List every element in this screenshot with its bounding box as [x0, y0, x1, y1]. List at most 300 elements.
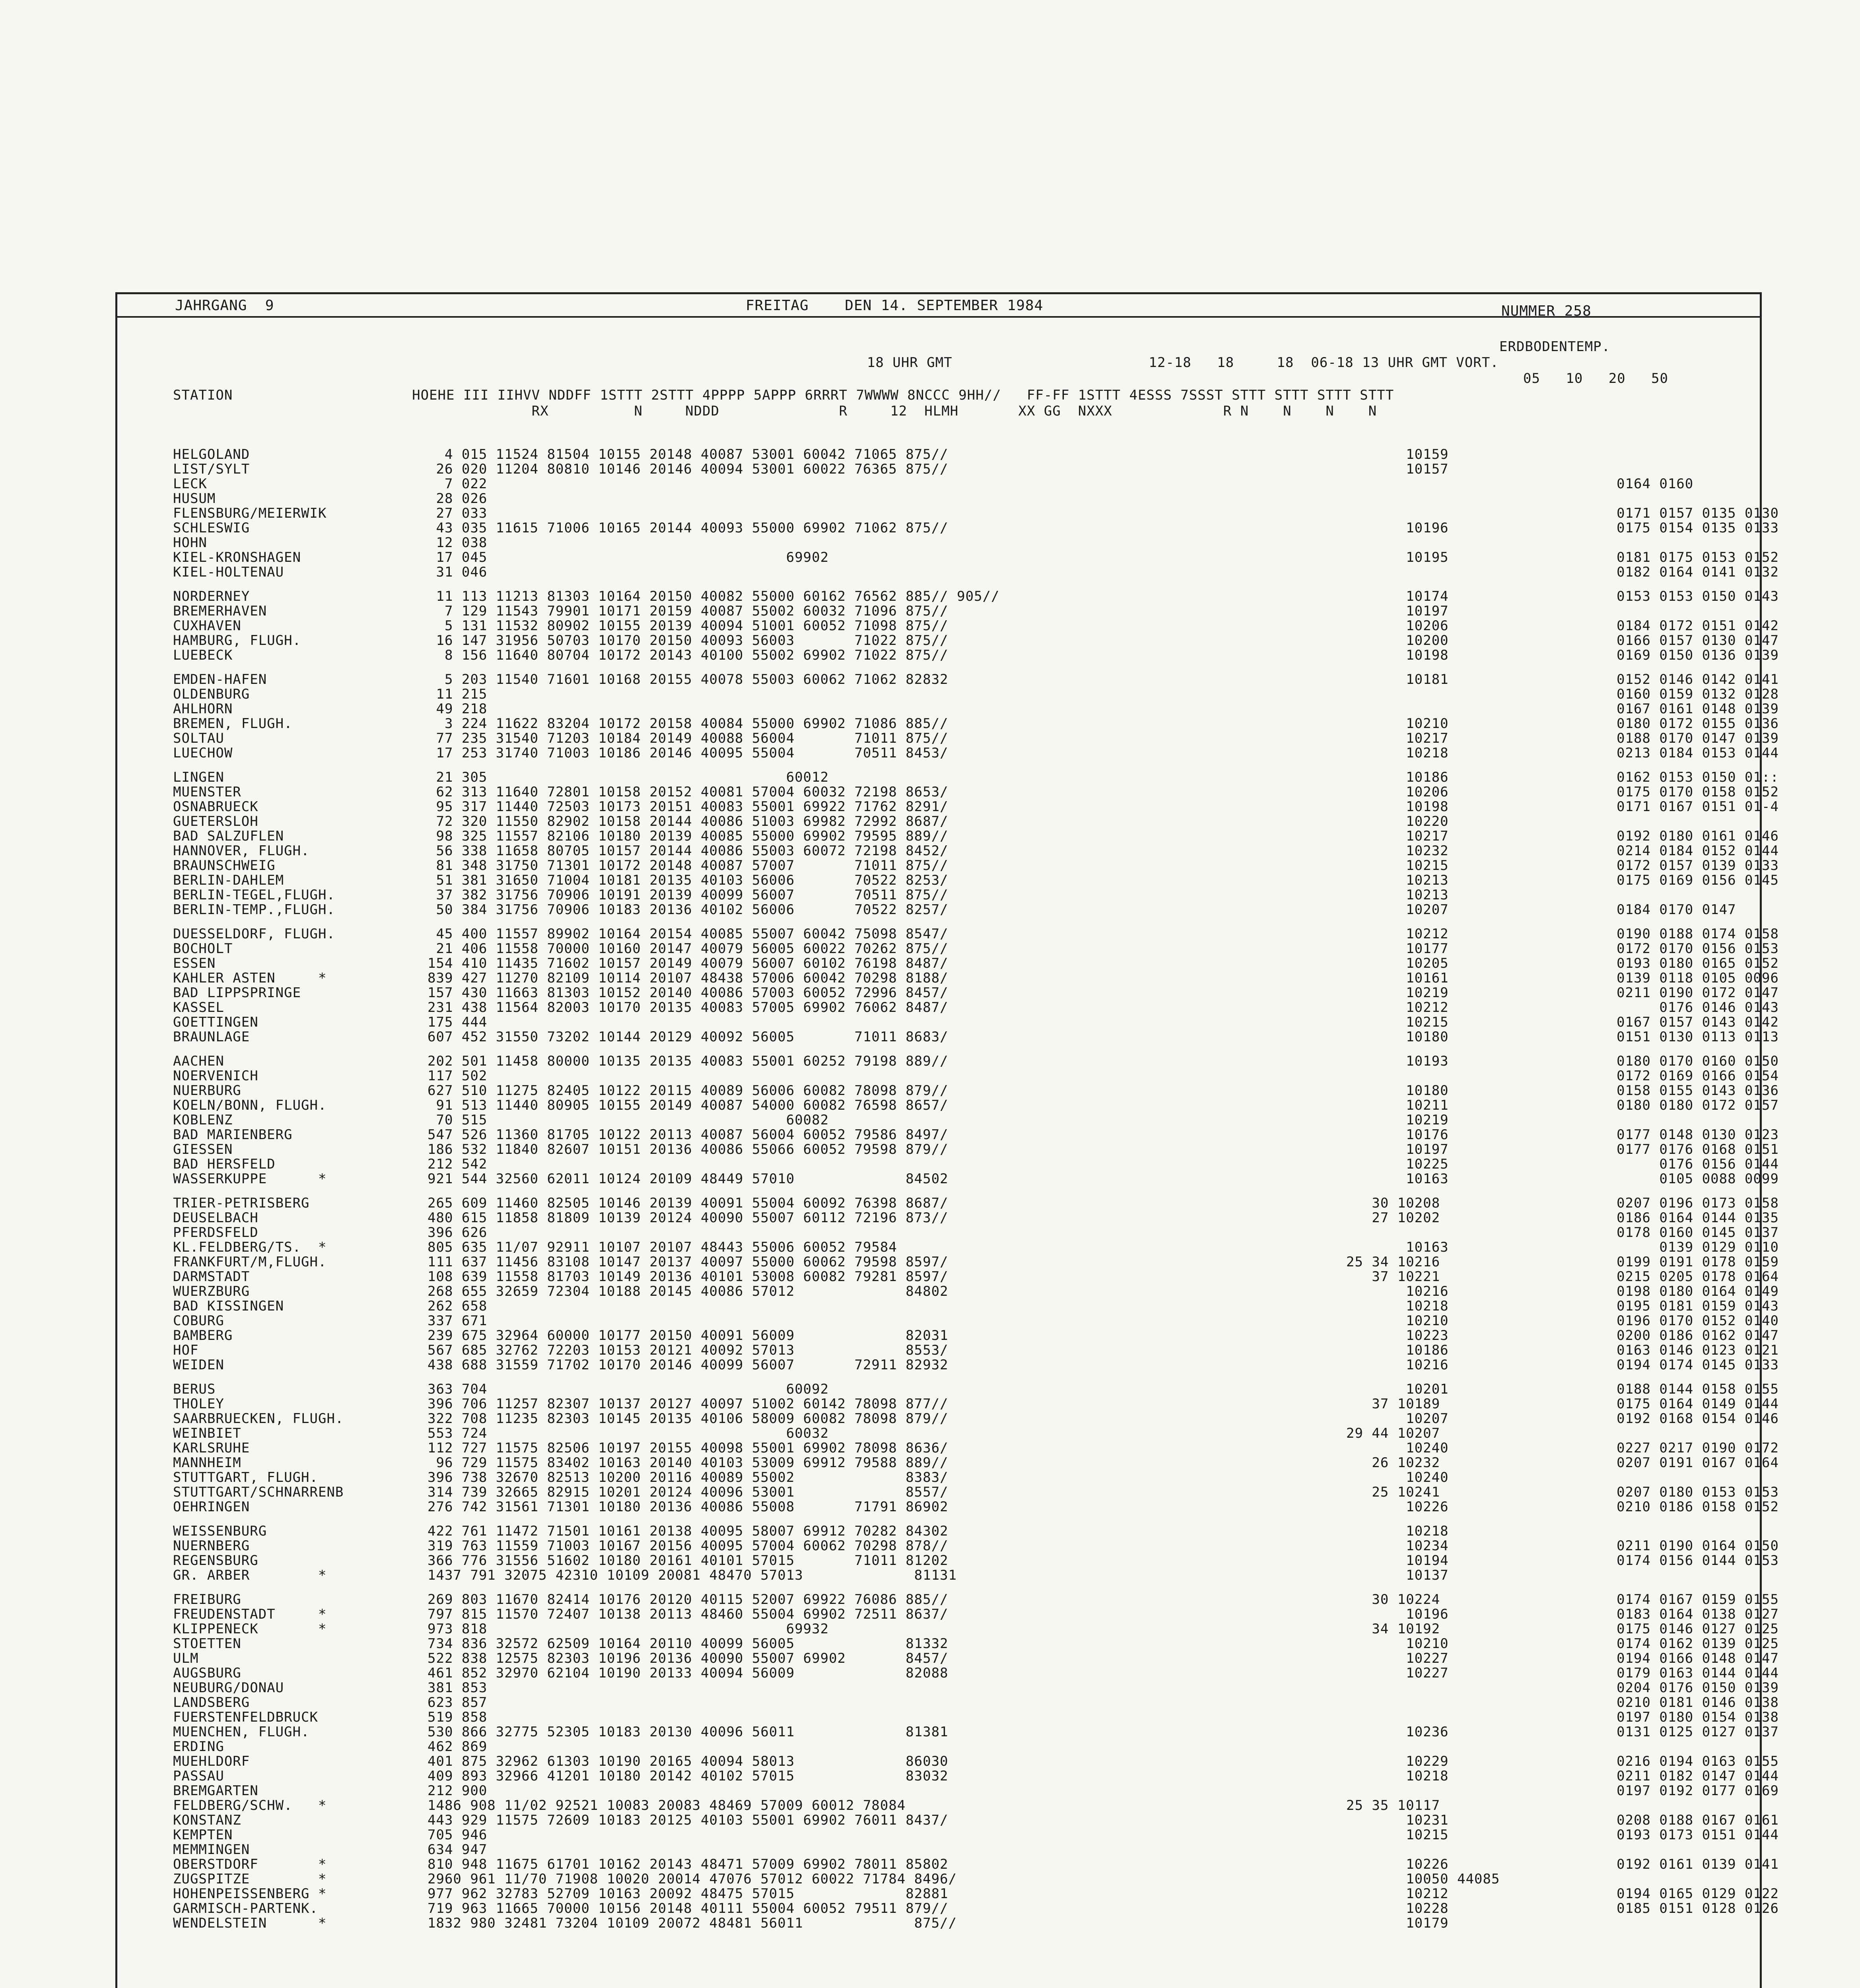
synop-values: 96 729 11575 83402 10163 20140 40103 53009 69912 79588 889// — [428, 1455, 948, 1471]
period-values: 10206 — [1346, 784, 1449, 800]
station-name: KARLSRUHE — [173, 1440, 250, 1456]
station-name: ZUGSPITZE * — [173, 1871, 327, 1887]
soil-temperatures: 0151 0130 0113 0113 — [1617, 1029, 1779, 1045]
soil-temperatures: 0185 0151 0128 0126 — [1617, 1901, 1779, 1916]
period-values: 10206 — [1346, 618, 1449, 634]
station-row — [173, 1695, 1779, 1710]
station-row — [173, 1014, 1779, 1030]
soil-temperatures: 0227 0217 0190 0172 — [1617, 1440, 1779, 1456]
synop-values: 973 818 69932 — [428, 1621, 829, 1637]
station-row — [173, 1709, 1779, 1725]
station-name: HAMBURG, FLUGH. — [173, 633, 301, 648]
period-values: 10207 — [1346, 902, 1449, 918]
station-name: KLIPPENECK * — [173, 1621, 327, 1637]
period-values: 10176 — [1346, 1127, 1449, 1143]
soil-temperatures: 0196 0170 0152 0140 — [1617, 1313, 1779, 1329]
soil-temperatures: 0139 0118 0105 0096 — [1617, 970, 1779, 986]
station-row — [173, 1029, 1779, 1045]
period-values: 10177 — [1346, 941, 1449, 957]
period-values: 10205 — [1346, 955, 1449, 971]
station-name: BREMGARTEN — [173, 1783, 258, 1799]
soil-temperatures: 0178 0160 0145 0137 — [1617, 1225, 1779, 1241]
synop-values: 480 615 11858 81809 10139 20124 40090 55007 60112 72196 873// — [428, 1210, 948, 1226]
period-values: 10186 — [1346, 1342, 1449, 1358]
station-name: LANDSBERG — [173, 1695, 250, 1710]
synop-values: 443 929 11575 72609 10183 20125 40103 55001 69902 76011 8437/ — [428, 1812, 948, 1828]
station-name: TRIER-PETRISBERG — [173, 1195, 310, 1211]
period-values: 10212 — [1346, 926, 1449, 942]
station-row — [173, 1665, 1779, 1681]
synop-values: 3 224 11622 83204 10172 20158 40084 55000 69902 71086 885// — [428, 716, 948, 732]
synop-values: 27 033 — [428, 505, 488, 521]
station-name: KOELN/BONN, FLUGH. — [173, 1097, 327, 1113]
soil-temperatures: 0167 0157 0143 0142 — [1617, 1014, 1779, 1030]
station-group — [173, 769, 1779, 918]
period-values: 10218 — [1346, 1523, 1449, 1539]
synop-values: 314 739 32665 82915 10201 20124 40096 53001 8557/ — [428, 1484, 948, 1500]
station-name: LUECHOW — [173, 745, 233, 761]
synop-values: 921 544 32560 62011 10124 20109 48449 57010 84502 — [428, 1171, 948, 1187]
synop-values: 276 742 31561 71301 10180 20136 40086 55008 71791 86902 — [428, 1499, 948, 1515]
soil-temperatures: 0152 0146 0142 0141 — [1617, 672, 1779, 687]
synop-values: 634 947 — [428, 1842, 488, 1858]
soil-temperatures: 0171 0167 0151 01-4 — [1617, 799, 1779, 815]
station-name: LECK — [173, 476, 207, 492]
station-name: COBURG — [173, 1313, 224, 1329]
synop-values: 17 253 31740 71003 10186 20146 40095 55004 70511 8453/ — [428, 745, 948, 761]
synop-values: 438 688 31559 71702 10170 20146 40099 56007 72911 82932 — [428, 1357, 948, 1373]
station-row — [173, 1680, 1779, 1696]
period-values: 10193 — [1346, 1053, 1449, 1069]
period-values: 10194 — [1346, 1553, 1449, 1569]
synop-values: 239 675 32964 60000 10177 20150 40091 56009 82031 — [428, 1328, 948, 1343]
station-name: BRAUNLAGE — [173, 1029, 250, 1045]
station-name: OSNABRUECK — [173, 799, 258, 815]
soil-temperatures: 0179 0163 0144 0144 — [1617, 1665, 1779, 1681]
station-name: LIST/SYLT — [173, 461, 250, 477]
period-values: 10216 — [1346, 1283, 1449, 1299]
soil-temperatures: 0139 0129 0110 — [1617, 1239, 1779, 1255]
period-values: 10218 — [1346, 745, 1449, 761]
synop-values: 268 655 32659 72304 10188 20145 40086 57012 84802 — [428, 1283, 948, 1299]
soil-temperatures: 0210 0181 0146 0138 — [1617, 1695, 1779, 1710]
synop-values: 98 325 11557 82106 10180 20139 40085 55000 69902 79595 889// — [428, 828, 948, 844]
synop-values: 117 502 — [428, 1068, 488, 1084]
period-values: 10201 — [1346, 1381, 1449, 1397]
soil-temperatures: 0180 0172 0155 0136 — [1617, 716, 1779, 732]
period-values: 10210 — [1346, 1313, 1449, 1329]
soil-temperatures: 0184 0170 0147 — [1617, 902, 1736, 918]
station-row — [173, 1381, 1779, 1397]
soil-temperatures: 0158 0155 0143 0136 — [1617, 1083, 1779, 1099]
station-row — [173, 672, 1779, 687]
station-row — [173, 1724, 1779, 1740]
station-row — [173, 716, 1779, 732]
station-row — [173, 1636, 1779, 1652]
station-name: AHLHORN — [173, 701, 233, 717]
station-name: BAMBERG — [173, 1328, 233, 1343]
soil-temperatures: 0195 0181 0159 0143 — [1617, 1298, 1779, 1314]
station-row — [173, 1592, 1779, 1607]
period-values: 10231 — [1346, 1812, 1449, 1828]
soil-temperatures: 0177 0176 0168 0151 — [1617, 1142, 1779, 1157]
period-values: 10228 — [1346, 1901, 1449, 1916]
soil-temperatures: 0183 0164 0138 0127 — [1617, 1606, 1779, 1622]
station-row — [173, 701, 1779, 717]
header-rule — [117, 316, 1760, 318]
synop-values: 212 542 — [428, 1156, 488, 1172]
station-row — [173, 633, 1779, 648]
station-row — [173, 828, 1779, 844]
synop-values: 212 900 — [428, 1783, 488, 1799]
station-name: FUERSTENFELDBRUCK — [173, 1709, 318, 1725]
synop-values: 396 738 32670 82513 10200 20116 40089 55002 8383/ — [428, 1470, 948, 1485]
synop-values: 1437 791 32075 42310 10109 20081 48470 57013 81131 — [428, 1567, 957, 1583]
station-name: STUTTGART/SCHNARRENB — [173, 1484, 344, 1500]
period-values: 10163 — [1346, 1239, 1449, 1255]
synop-values: 522 838 12575 82303 10196 20136 40090 55007 69902 8457/ — [428, 1650, 948, 1666]
station-name: NUERNBERG — [173, 1538, 250, 1554]
soil-temperatures: 0176 0156 0144 — [1617, 1156, 1779, 1172]
period-values: 10218 — [1346, 1768, 1449, 1784]
synop-values: 322 708 11235 82303 10145 20135 40106 58009 60082 78098 879// — [428, 1411, 948, 1427]
soil-temperatures: 0194 0165 0129 0122 — [1617, 1886, 1779, 1902]
station-row — [173, 1621, 1779, 1637]
station-row — [173, 1606, 1779, 1622]
synop-values: 530 866 32775 52305 10183 20130 40096 56011 81381 — [428, 1724, 948, 1740]
station-name: AUGSBURG — [173, 1665, 241, 1681]
synop-values: 1486 908 11/02 92521 10083 20083 48469 57009 60012 78084 — [428, 1798, 906, 1813]
synop-values: 28 026 — [428, 491, 488, 507]
station-row — [173, 1484, 1779, 1500]
station-row — [173, 1171, 1779, 1187]
station-name: BAD SALZUFLEN — [173, 828, 284, 844]
station-row — [173, 858, 1779, 874]
station-table — [173, 447, 1779, 1940]
station-row — [173, 1901, 1779, 1916]
synop-values: 381 853 — [428, 1680, 488, 1696]
station-row — [173, 462, 1748, 477]
station-row — [173, 903, 1748, 917]
synop-values: 805 635 11/07 92911 10107 20107 48443 55006 60052 79584 — [428, 1239, 897, 1255]
soil-temperatures: 0175 0170 0158 0152 — [1617, 784, 1779, 800]
synop-values: 43 035 11615 71006 10165 20144 40093 55000 69902 71062 875// — [428, 520, 948, 536]
station-name: KIEL-KRONSHAGEN — [173, 549, 301, 565]
soil-temperatures: 0172 0169 0166 0154 — [1617, 1068, 1779, 1084]
soil-temperatures: 0199 0191 0178 0159 — [1617, 1254, 1779, 1270]
synop-values: 72 320 11550 82902 10158 20144 40086 51003 69982 72992 8687/ — [428, 813, 948, 829]
station-name: ULM — [173, 1650, 199, 1666]
soil-temperatures: 0194 0174 0145 0133 — [1617, 1357, 1779, 1373]
synop-values: 396 626 — [428, 1225, 488, 1241]
station-name: OEHRINGEN — [173, 1499, 250, 1515]
soil-temperatures: 0215 0205 0178 0164 — [1617, 1269, 1779, 1285]
period-values: 10186 — [1346, 769, 1449, 785]
soil-temperatures: 0204 0176 0150 0139 — [1617, 1680, 1779, 1696]
station-name: LINGEN — [173, 769, 224, 785]
period-values: 34 10192 — [1346, 1621, 1440, 1637]
station-name: PFERDSFELD — [173, 1225, 258, 1241]
period-values: 10218 — [1346, 1298, 1449, 1314]
station-row — [173, 1455, 1779, 1471]
period-values: 10161 — [1346, 970, 1449, 986]
station-name: WEISSENBURG — [173, 1523, 267, 1539]
period-values: 27 10202 — [1346, 1210, 1440, 1226]
station-name: FREIBURG — [173, 1592, 241, 1607]
synop-values: 422 761 11472 71501 10161 20138 40095 58007 69912 70282 84302 — [428, 1523, 948, 1539]
station-row — [173, 872, 1779, 888]
period-values: 10215 — [1346, 1014, 1449, 1030]
synop-values: 154 410 11435 71602 10157 20149 40079 56007 60102 76198 8487/ — [428, 955, 948, 971]
period-values: 25 35 10117 — [1346, 1798, 1440, 1813]
synop-values: 319 763 11559 71003 10167 20156 40095 57004 60062 70298 878// — [428, 1538, 948, 1554]
station-name: KL.FELDBERG/TS. * — [173, 1239, 327, 1255]
soil-temp-heading: ERDBODENTEMP. — [1499, 339, 1611, 355]
station-row — [173, 1916, 1748, 1931]
soil-temperatures: 0192 0168 0154 0146 — [1617, 1411, 1779, 1427]
synop-values: 111 637 11456 83108 10147 20137 40097 55000 60062 79598 8597/ — [428, 1254, 948, 1270]
station-row — [173, 784, 1779, 800]
period-values: 10180 — [1346, 1083, 1449, 1099]
station-row — [173, 1342, 1779, 1358]
station-name: KONSTANZ — [173, 1812, 241, 1828]
station-name: WUERZBURG — [173, 1283, 250, 1299]
station-name: WASSERKUPPE * — [173, 1171, 327, 1187]
period-values: 10180 — [1346, 1029, 1449, 1045]
period-values: 10196 — [1346, 1606, 1449, 1622]
station-row — [173, 1127, 1779, 1143]
soil-temperatures: 0192 0180 0161 0146 — [1617, 828, 1779, 844]
station-row — [173, 1872, 1748, 1887]
synop-values: 977 962 32783 52709 10163 20092 48475 57015 82881 — [428, 1886, 948, 1902]
station-name: BRAUNSCHWEIG — [173, 858, 276, 874]
station-name: FELDBERG/SCHW. * — [173, 1798, 327, 1813]
soil-temperatures: 0153 0153 0150 0143 — [1617, 588, 1779, 604]
station-row — [173, 604, 1748, 619]
station-name: STOETTEN — [173, 1636, 241, 1652]
period-values: 10050 44085 — [1346, 1871, 1500, 1887]
soil-temperatures: 0188 0170 0147 0139 — [1617, 730, 1779, 746]
period-values: 10197 — [1346, 603, 1449, 619]
period-values: 30 10208 — [1346, 1195, 1440, 1211]
station-group — [173, 588, 1779, 663]
station-group — [173, 1592, 1779, 1931]
station-name: KEMPTEN — [173, 1827, 233, 1843]
station-name: PASSAU — [173, 1768, 224, 1784]
station-name: AACHEN — [173, 1053, 224, 1069]
station-name: HOF — [173, 1342, 199, 1358]
station-row — [173, 1156, 1779, 1172]
synop-values: 231 438 11564 82003 10170 20135 40083 57005 69902 76062 8487/ — [428, 1000, 948, 1015]
station-name: HELGOLAND — [173, 447, 250, 462]
synop-values: 7 022 — [428, 476, 488, 492]
station-name: WENDELSTEIN * — [173, 1915, 327, 1931]
station-row — [173, 1269, 1779, 1285]
station-row — [173, 477, 1748, 491]
column-group-heading: 18 UHR GMT 12-18 18 18 06-18 13 UHR GMT VORT. — [867, 355, 1499, 371]
period-values: 10226 — [1346, 1499, 1449, 1515]
station-name: GARMISCH-PARTENK. — [173, 1901, 318, 1916]
synop-values: 202 501 11458 80000 10135 20135 40083 55001 60252 79198 889// — [428, 1053, 948, 1069]
soil-temperatures: 0172 0157 0139 0133 — [1617, 858, 1779, 874]
station-group — [173, 1195, 1779, 1373]
synop-values: 5 131 11532 80902 10155 20139 40094 51001 60052 71098 875// — [428, 618, 948, 634]
synop-values: 705 946 — [428, 1827, 488, 1843]
station-row — [173, 1650, 1779, 1666]
station-name: KASSEL — [173, 1000, 224, 1015]
station-name: BERLIN-TEMP.,FLUGH. — [173, 902, 335, 918]
station-name: HOHN — [173, 535, 207, 551]
period-values: 10217 — [1346, 828, 1449, 844]
station-name: FREUDENSTADT * — [173, 1606, 327, 1622]
station-name: MEMMINGEN — [173, 1842, 250, 1858]
station-row — [173, 1524, 1748, 1539]
soil-temperatures: 0177 0148 0130 0123 — [1617, 1127, 1779, 1143]
soil-temperatures: 0188 0144 0158 0155 — [1617, 1381, 1779, 1397]
station-name: OLDENBURG — [173, 686, 250, 702]
synop-values: 462 869 — [428, 1739, 488, 1755]
station-row — [173, 520, 1779, 536]
soil-temperatures: 0167 0161 0148 0139 — [1617, 701, 1779, 717]
soil-temperatures: 0175 0164 0149 0144 — [1617, 1396, 1779, 1412]
station-row — [173, 1357, 1779, 1373]
station-row — [173, 1068, 1779, 1084]
period-values: 26 10232 — [1346, 1455, 1440, 1471]
period-values: 10137 — [1346, 1567, 1449, 1583]
station-row — [173, 1313, 1779, 1329]
synop-values: 607 452 31550 73202 10144 20129 40092 56005 71011 8683/ — [428, 1029, 948, 1045]
synop-values: 112 727 11575 82506 10197 20155 40098 55001 69902 78098 8636/ — [428, 1440, 948, 1456]
synop-values: 4 015 11524 81504 10155 20148 40087 53001 60042 71065 875// — [428, 447, 948, 462]
soil-temperatures: 0210 0186 0158 0152 — [1617, 1499, 1779, 1515]
station-name: STUTTGART, FLUGH. — [173, 1470, 318, 1485]
period-values: 10213 — [1346, 872, 1449, 888]
synop-values: 1832 980 32481 73204 10109 20072 48481 56011 875// — [428, 1915, 957, 1931]
period-values: 10226 — [1346, 1856, 1449, 1872]
period-values: 10157 — [1346, 461, 1449, 477]
station-row — [173, 799, 1779, 815]
station-name: KOBLENZ — [173, 1112, 233, 1128]
soil-temperatures: 0160 0159 0132 0128 — [1617, 686, 1779, 702]
station-name: BREMEN, FLUGH. — [173, 716, 293, 732]
synop-values: 70 515 60082 — [428, 1112, 829, 1128]
soil-temperatures: 0175 0154 0135 0133 — [1617, 520, 1779, 536]
station-name: MUEHLDORF — [173, 1753, 250, 1769]
soil-depth-heading: 05 10 20 50 — [1523, 371, 1668, 386]
synop-values: 31 046 — [428, 564, 488, 580]
soil-temperatures: 0211 0190 0172 0147 — [1617, 985, 1779, 1001]
station-row — [173, 843, 1779, 859]
synop-values: 50 384 31756 70906 10183 20136 40102 56006 70522 8257/ — [428, 902, 948, 918]
station-name: EMDEN-HAFEN — [173, 672, 267, 687]
station-row — [173, 1553, 1779, 1569]
soil-temperatures: 0182 0164 0141 0132 — [1617, 564, 1779, 580]
period-values: 30 10224 — [1346, 1592, 1440, 1607]
soil-temperatures: 0192 0161 0139 0141 — [1617, 1856, 1779, 1872]
soil-temperatures: 0193 0180 0165 0152 — [1617, 955, 1779, 971]
synop-values: 62 313 11640 72801 10158 20152 40081 57004 60032 72198 8653/ — [428, 784, 948, 800]
station-row — [173, 1568, 1748, 1583]
station-name: MUENCHEN, FLUGH. — [173, 1724, 310, 1740]
soil-temperatures: 0216 0194 0163 0155 — [1617, 1753, 1779, 1769]
station-row — [173, 1195, 1779, 1211]
station-name: BERLIN-TEGEL,FLUGH. — [173, 887, 335, 903]
jahrgang-label: JAHRGANG 9 — [175, 297, 274, 314]
soil-temperatures: 0175 0146 0127 0125 — [1617, 1621, 1779, 1637]
synop-values: 45 400 11557 89902 10164 20154 40085 55007 60042 75098 8547/ — [428, 926, 948, 942]
station-row — [173, 1470, 1748, 1485]
synop-values: 26 020 11204 80810 10146 20146 40094 53001 60022 76365 875// — [428, 461, 948, 477]
station-row — [173, 536, 1748, 550]
station-name: MUENSTER — [173, 784, 241, 800]
period-values: 10220 — [1346, 813, 1449, 829]
station-name: LUEBECK — [173, 647, 233, 663]
station-row — [173, 588, 1779, 604]
station-name: BAD MARIENBERG — [173, 1127, 293, 1143]
station-name: KAHLER ASTEN * — [173, 970, 327, 986]
synop-values: 553 724 60032 — [428, 1425, 829, 1441]
period-values: 10195 — [1346, 549, 1449, 565]
soil-temperatures: 0162 0153 0150 01:: — [1617, 769, 1779, 785]
station-row — [173, 1812, 1779, 1828]
station-name: GUETERSLOH — [173, 813, 258, 829]
station-row — [173, 1783, 1779, 1799]
soil-temperatures: 0174 0156 0144 0153 — [1617, 1553, 1779, 1569]
station-row — [173, 1097, 1779, 1113]
soil-temperatures: 0184 0172 0151 0142 — [1617, 618, 1779, 634]
synop-values: 8 156 11640 80704 10172 20143 40100 55002 69902 71022 875// — [428, 647, 948, 663]
station-name: BAD KISSINGEN — [173, 1298, 284, 1314]
soil-temperatures: 0131 0125 0127 0137 — [1617, 1724, 1779, 1740]
synop-values: 363 704 60092 — [428, 1381, 829, 1397]
station-row — [173, 1827, 1779, 1843]
period-values: 10210 — [1346, 716, 1449, 732]
station-name: BAD HERSFELD — [173, 1156, 276, 1172]
synop-values: 37 382 31756 70906 10191 20139 40099 56007 70511 875// — [428, 887, 948, 903]
station-row — [173, 1328, 1779, 1343]
synop-values: 2960 961 11/70 71908 10020 20014 47076 57012 60022 71784 8496/ — [428, 1871, 957, 1887]
synop-values: 12 038 — [428, 535, 488, 551]
soil-temperatures: 0208 0188 0167 0161 — [1617, 1812, 1779, 1828]
station-row — [173, 926, 1779, 942]
station-name: DUESSELDORF, FLUGH. — [173, 926, 335, 942]
station-row — [173, 1053, 1779, 1069]
station-row — [173, 1426, 1748, 1441]
period-values: 10200 — [1346, 633, 1449, 648]
period-values: 29 44 10207 — [1346, 1425, 1440, 1441]
station-row — [173, 564, 1779, 580]
soil-temperatures: 0211 0182 0147 0144 — [1617, 1768, 1779, 1784]
station-row — [173, 686, 1779, 702]
synop-values: 797 815 11570 72407 10138 20113 48460 55004 69902 72511 8637/ — [428, 1606, 948, 1622]
soil-temperatures: 0197 0180 0154 0138 — [1617, 1709, 1779, 1725]
station-row — [173, 985, 1779, 1001]
soil-temperatures: 0174 0162 0139 0125 — [1617, 1636, 1779, 1652]
station-name: FLENSBURG/MEIERWIK — [173, 505, 327, 521]
station-name: ERDING — [173, 1739, 224, 1755]
period-values: 10219 — [1346, 985, 1449, 1001]
column-codes-heading: STATION HOEHE III IIHVV NDDFF 1STTT 2STTT 4PPPP 5APPP 6RRRT 7WWWW 8NCCC 9HH// FF-FF 1STTT 4ESSS 7SSST STTT STTT STTT STTT — [173, 387, 1394, 403]
station-name: REGENSBURG — [173, 1553, 258, 1569]
period-values: 10179 — [1346, 1915, 1449, 1931]
synop-values: 269 803 11670 82414 10176 20120 40115 52007 69922 76086 885// — [428, 1592, 948, 1607]
station-name: DARMSTADT — [173, 1269, 250, 1285]
period-values: 10198 — [1346, 799, 1449, 815]
soil-temperatures: 0105 0088 0099 — [1617, 1171, 1779, 1187]
station-row — [173, 647, 1779, 663]
station-name: WEINBIET — [173, 1425, 241, 1441]
station-name: DEUSELBACH — [173, 1210, 258, 1226]
